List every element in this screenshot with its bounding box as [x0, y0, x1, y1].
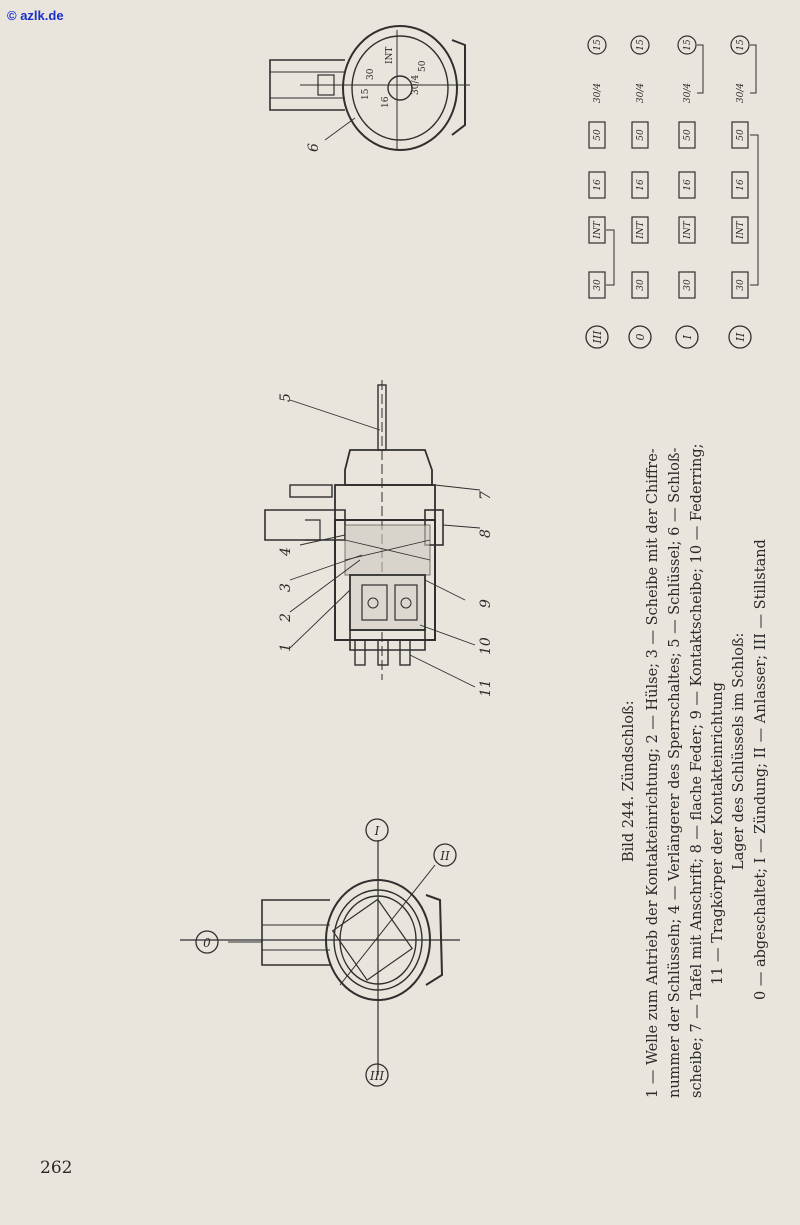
- caption-line-5: Lager des Schlüssels im Schloß:: [731, 632, 747, 870]
- part-label-9: 9: [478, 599, 494, 608]
- key-position-labels: [196, 819, 456, 1086]
- figure-caption: [621, 443, 769, 1098]
- terminal-label: 30/4: [593, 82, 603, 104]
- terminal-label: 15: [636, 39, 646, 51]
- part-label-5: 5: [278, 393, 294, 402]
- connection-line: [750, 135, 758, 285]
- terminal-label: 50: [636, 129, 646, 141]
- part-label-10: 10: [478, 637, 494, 655]
- terminal-label: 16: [736, 179, 746, 191]
- terminal-label: 30/4: [636, 82, 646, 104]
- position-label-0: III: [591, 330, 604, 344]
- key-position-starter-label: II: [440, 849, 450, 863]
- key-position-off-label: 0: [203, 936, 211, 950]
- caption-line-2: nummer der Schlüsseln; 4 — Verlängerer des Sperrschaltes; 5 — Schlüssel; 6 — Schloß-: [667, 447, 683, 1098]
- position-label-2: I: [681, 334, 694, 340]
- terminal-label: INT: [593, 221, 603, 239]
- terminal-label: 30: [736, 279, 746, 291]
- caption-line-4: 11 — Tragkörper der Kontakteinrichtung: [710, 682, 726, 985]
- terminal-label: 30/4: [683, 82, 693, 104]
- lock-lever: [265, 510, 345, 540]
- terminal-connection-table: [586, 36, 758, 348]
- position-label-1: 0: [634, 333, 647, 341]
- part-label-6: 6: [306, 143, 322, 152]
- connection-line: [750, 45, 756, 93]
- part-label-7: 7: [478, 491, 494, 500]
- part-label-2: 2: [278, 613, 294, 622]
- svg-text:50: 50: [418, 60, 428, 72]
- watermark: © azlk.de: [7, 8, 64, 23]
- connection-line: [697, 45, 703, 93]
- terminal-label: 30: [593, 279, 603, 291]
- terminal-label: 30/4: [736, 82, 746, 104]
- page-number: 262: [40, 1158, 73, 1178]
- terminal-label: 50: [683, 129, 693, 141]
- terminal-label: 50: [593, 129, 603, 141]
- terminal-label: 30: [636, 279, 646, 291]
- terminal-label: 16: [683, 179, 693, 191]
- lock-collar: [335, 485, 435, 520]
- key-position-diagram: [180, 840, 460, 1075]
- part-label-11: 11: [478, 679, 494, 697]
- caption-line-3: scheibe; 7 — Tafel mit Anschrift; 8 — flache Feder; 9 — Kontaktscheibe; 10 — Federring;: [689, 443, 705, 1098]
- key-position-off-marker: [196, 931, 218, 953]
- svg-text:30/4: 30/4: [411, 74, 421, 95]
- terminal-label: 15: [683, 39, 693, 51]
- part-label-8: 8: [478, 529, 494, 538]
- position-label-3: II: [734, 332, 747, 342]
- part-label-3: 3: [278, 583, 294, 592]
- terminal-label: 15: [736, 39, 746, 51]
- connection-line: [606, 230, 614, 285]
- key-position-stop-label: III: [369, 1069, 385, 1083]
- key-position-starter-marker: [434, 844, 456, 866]
- lock-cross-section: [265, 380, 443, 680]
- key-position-stop-marker: [366, 1064, 388, 1086]
- lock-face-view: [270, 26, 470, 150]
- terminal-label: 16: [636, 179, 646, 191]
- terminal-label: INT: [683, 221, 693, 239]
- terminal-label: INT: [736, 221, 746, 239]
- caption-line-6: 0 — abgeschaltet; I — Zündung; II — Anlasser; III — Stillstand: [753, 539, 769, 1000]
- svg-text:INT: INT: [385, 46, 395, 64]
- caption-title: Bild 244. Zündschloß:: [621, 700, 637, 862]
- svg-text:30: 30: [366, 68, 376, 80]
- svg-text:15: 15: [361, 88, 371, 100]
- terminal-label: 30: [683, 279, 693, 291]
- key-head: [345, 450, 432, 485]
- part-label-4: 4: [278, 547, 294, 556]
- svg-text:16: 16: [381, 96, 391, 108]
- part-label-1: 1: [278, 643, 294, 652]
- key-position-ignition-marker: [366, 819, 388, 841]
- terminal-label: 16: [593, 179, 603, 191]
- terminal-label: INT: [636, 221, 646, 239]
- caption-line-1: 1 — Welle zum Antrieb der Kontakteinrichtung; 2 — Hülse; 3 — Scheibe mit der Chiffre-: [645, 448, 661, 1098]
- key-position-ignition-label: I: [374, 824, 380, 838]
- terminal-label: 50: [736, 129, 746, 141]
- terminal-label: 15: [593, 39, 603, 51]
